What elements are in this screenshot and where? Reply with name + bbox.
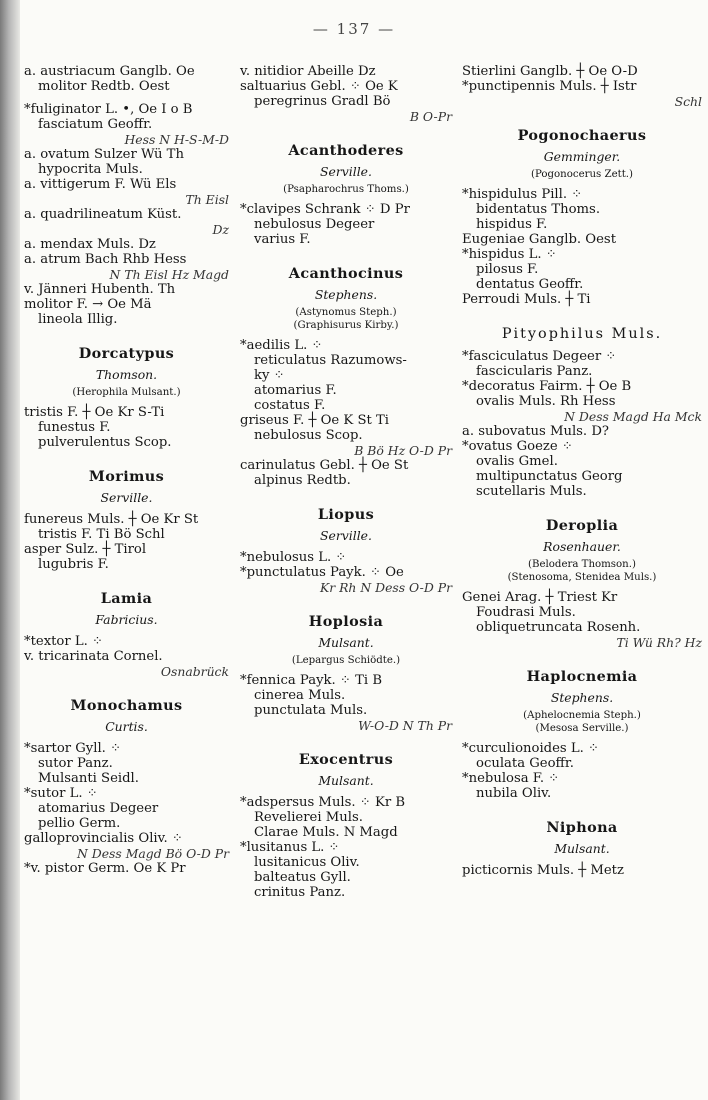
species-entry-line: Clarae Muls. N Magd <box>254 825 398 840</box>
species-entry-line: ovalis Muls. Rh Hess <box>476 394 616 409</box>
species-entry-line: carinulatus Gebl. ┼ Oe St <box>240 458 409 473</box>
species-entry-line: *sutor L. ⁘ <box>24 786 98 801</box>
species-entry-line: obliquetruncata Rosenh. <box>476 620 641 635</box>
species-entry-line: peregrinus Gradl Bö <box>254 94 391 109</box>
species-list <box>240 673 452 733</box>
genus-author: Thomson. <box>95 367 158 382</box>
genus-heading: Pityophilus Muls. <box>501 326 663 342</box>
species-entry-line: a. ovatum Sulzer Wü Th <box>24 147 184 162</box>
genus-heading: Hoplosia <box>308 613 384 630</box>
species-entry-line: fasciatum Geoffr. <box>38 117 153 132</box>
species-entry-line: lineola Illig. <box>38 312 118 327</box>
species-entry-line: ovalis Gmel. <box>476 454 558 469</box>
species-entry-line: asper Sulz. ┼ Tirol <box>24 542 147 557</box>
species-entry-line: a. vittigerum F. Wü Els <box>24 177 177 192</box>
genus-heading: Exocentrus <box>298 751 394 768</box>
page-number: — 137 — <box>312 20 396 38</box>
genus-heading: Deroplia <box>545 517 619 534</box>
species-entry-line: saltuarius Gebl. ⁘ Oe K <box>240 79 398 94</box>
species-list <box>24 64 229 327</box>
genus-synonym: (Pogonocerus Zett.) <box>530 169 634 180</box>
species-entry-line: balteatus Gyll. <box>254 870 351 885</box>
genus-author: Rosenhauer. <box>543 539 621 554</box>
species-entry-line: atomarius F. <box>254 383 337 398</box>
species-entry-line: lugubris F. <box>38 557 109 572</box>
species-entry-line: pellio Germ. <box>38 816 121 831</box>
genus-heading: Acanthocinus <box>288 265 404 282</box>
species-entry-line: *nebulosus L. ⁘ <box>240 550 347 565</box>
species-entry-line: cinerea Muls. <box>254 688 346 703</box>
genus-synonym: (Belodera Thomson.) <box>528 559 636 570</box>
species-entry-line: funereus Muls. ┼ Oe Kr St <box>24 512 199 527</box>
species-entry-line: *clavipes Schrank ⁘ D Pr <box>240 202 410 217</box>
species-entry-line: *nebulosa F. ⁘ <box>462 771 560 786</box>
genus-heading: Haplocnemia <box>526 668 638 685</box>
genus-author: Stephens. <box>550 690 614 705</box>
species-entry-line: Revelierei Muls. <box>254 810 363 825</box>
genus-author: Gemminger. <box>543 149 621 164</box>
species-entry-line: oculata Geoffr. <box>476 756 574 771</box>
species-entry-line: molitor F. → Oe Mä <box>24 297 152 312</box>
species-entry-line: a. atrum Bach Rhb Hess <box>24 252 187 267</box>
species-entry-line: Stierlini Ganglb. ┼ Oe O-D <box>462 64 638 79</box>
genus-author: Mulsant. <box>554 841 610 856</box>
species-list <box>240 795 452 900</box>
species-list <box>462 863 702 878</box>
species-list <box>24 741 229 876</box>
species-entry-line: atomarius Degeer <box>38 801 159 816</box>
species-entry-line: *punctulatus Payk. ⁘ Oe <box>240 565 404 580</box>
species-entry-line: hispidus F. <box>476 217 548 232</box>
species-list <box>240 202 452 247</box>
species-entry-line: costatus F. <box>254 398 326 413</box>
genus-author: Curtis. <box>105 719 148 734</box>
species-list <box>24 405 229 450</box>
column-2 <box>240 64 452 900</box>
genus-heading: Lamia <box>100 590 153 607</box>
species-entry-line: Dz <box>212 222 229 237</box>
species-entry-line: *punctipennis Muls. ┼ Istr <box>462 79 637 94</box>
species-entry-line: v. nitidior Abeille Dz <box>240 64 376 79</box>
genus-synonym: (Mesosa Serville.) <box>535 723 629 734</box>
species-entry-line: Kr Rh N Dess O-D Pr <box>319 580 452 595</box>
species-entry-line: lusitanicus Oliv. <box>254 855 360 870</box>
species-entry-line: varius F. <box>254 232 311 247</box>
genus-synonym: (Lepargus Schiödte.) <box>291 655 401 666</box>
spacer <box>24 94 229 102</box>
species-entry-line: *v. pistor Germ. Oe K Pr <box>24 861 186 876</box>
species-entry-line: *hispidulus Pill. ⁘ <box>462 187 583 202</box>
genus-synonym: (Astynomus Steph.) <box>295 307 397 318</box>
genus-author: Stephens. <box>314 287 378 302</box>
species-entry-line: molitor Redtb. Oest <box>38 79 170 94</box>
species-entry-line: multipunctatus Georg <box>476 469 623 484</box>
genus-synonym: (Graphisurus Kirby.) <box>293 320 399 331</box>
genus-synonym: (Psapharochrus Thoms.) <box>283 184 409 195</box>
species-list <box>24 512 229 572</box>
species-entry-line: *sartor Gyll. ⁘ <box>24 741 122 756</box>
genus-author: Serville. <box>320 528 372 543</box>
species-entry-line: nubila Oliv. <box>476 786 552 801</box>
genus-author: Fabricius. <box>95 612 158 627</box>
species-entry-line: *fuliginator L. •, Oe I o B <box>24 102 193 117</box>
species-entry-line: a. quadrilineatum Küst. <box>24 207 182 222</box>
genus-heading: Dorcatypus <box>78 345 175 362</box>
genus-author: Serville. <box>100 490 153 505</box>
species-entry-line: a. mendax Muls. Dz <box>24 237 156 252</box>
species-entry-line: B Bö Hz O-D Pr <box>354 443 452 458</box>
species-list <box>462 741 702 801</box>
genus-synonym: (Stenosoma, Stenidea Muls.) <box>507 572 657 583</box>
species-entry-line: *aedilis L. ⁘ <box>240 338 323 353</box>
species-list <box>240 64 452 124</box>
species-entry-line: v. Jänneri Hubenth. Th <box>24 282 176 297</box>
species-entry-line: *ovatus Goeze ⁘ <box>462 439 573 454</box>
species-entry-line: *curculionoides L. ⁘ <box>462 741 600 756</box>
species-entry-line: Genei Arag. ┼ Triest Kr <box>462 590 618 605</box>
species-entry-line: nebulosus Degeer <box>254 217 375 232</box>
species-entry-line: Foudrasi Muls. <box>476 605 576 620</box>
species-entry-line: picticornis Muls. ┼ Metz <box>462 863 624 878</box>
species-entry-line: funestus F. <box>38 420 111 435</box>
species-list <box>462 590 702 650</box>
genus-author: Mulsant. <box>318 635 374 650</box>
species-entry-line: a. subovatus Muls. D? <box>462 424 609 439</box>
genus-author: Serville. <box>320 164 372 179</box>
species-list <box>240 550 452 595</box>
species-entry-line: crinitus Panz. <box>254 885 346 900</box>
species-entry-line: N Th Eisl Hz Magd <box>109 267 229 282</box>
species-entry-line: ky ⁘ <box>254 368 285 383</box>
species-entry-line: tristis F. ┼ Oe Kr S-Ti <box>24 405 165 420</box>
genus-heading: Morimus <box>88 468 165 485</box>
species-entry-line: *lusitanus L. ⁘ <box>240 840 340 855</box>
genus-heading: Pogonochaerus <box>517 127 647 144</box>
genus-author: Mulsant. <box>318 773 374 788</box>
column-1 <box>24 64 229 876</box>
species-entry-line: fascicularis Panz. <box>476 364 593 379</box>
species-entry-line: Schl <box>674 94 702 109</box>
species-list <box>462 349 702 499</box>
species-entry-line: Eugeniae Ganglb. Oest <box>462 232 616 247</box>
species-entry-line: *textor L. ⁘ <box>24 634 104 649</box>
genus-heading: Monochamus <box>70 697 183 714</box>
species-entry-line: Th Eisl <box>185 192 229 207</box>
species-entry-line: *fasciculatus Degeer ⁘ <box>462 349 617 364</box>
species-entry-line: Hess N H-S-M-D <box>124 132 229 147</box>
species-list <box>462 187 702 307</box>
genus-heading: Liopus <box>317 506 375 523</box>
species-entry-line: tristis F. Ti Bö Schl <box>38 527 165 542</box>
genus-heading: Niphona <box>546 819 618 836</box>
species-entry-line: scutellaris Muls. <box>476 484 587 499</box>
species-entry-line: v. tricarinata Cornel. <box>24 649 163 664</box>
species-entry-line: pilosus F. <box>476 262 539 277</box>
species-entry-line: W-O-D N Th Pr <box>358 718 452 733</box>
species-entry-line: *fennica Payk. ⁘ Ti B <box>240 673 383 688</box>
genus-heading: Acanthoderes <box>288 142 404 159</box>
species-list <box>240 338 452 488</box>
species-list <box>24 634 229 679</box>
book-binding-edge <box>0 0 20 1100</box>
genus-synonym: (Herophila Mulsant.) <box>72 387 181 398</box>
species-entry-line: dentatus Geoffr. <box>476 277 584 292</box>
genus-synonym: (Aphelocnemia Steph.) <box>523 710 641 721</box>
species-entry-line: *adspersus Muls. ⁘ Kr B <box>240 795 406 810</box>
species-entry-line: punctulata Muls. <box>254 703 368 718</box>
species-entry-line: reticulatus Razumows- <box>254 353 407 368</box>
species-entry-line: Perroudi Muls. ┼ Ti <box>462 292 591 307</box>
species-entry-line: galloprovincialis Oliv. ⁘ <box>24 831 183 846</box>
species-entry-line: *decoratus Fairm. ┼ Oe B <box>462 379 632 394</box>
species-entry-line: hypocrita Muls. <box>38 162 143 177</box>
species-entry-line: N Dess Magd Bö O-D Pr <box>76 846 229 861</box>
species-entry-line: a. austriacum Ganglb. Oe <box>24 64 195 79</box>
species-entry-line: nebulosus Scop. <box>254 428 363 443</box>
species-entry-line: Osnabrück <box>160 664 229 679</box>
species-entry-line: Ti Wü Rh? Hz <box>616 635 702 650</box>
species-list <box>462 64 702 109</box>
species-entry-line: N Dess Magd Ha Mck <box>564 409 702 424</box>
species-entry-line: *hispidus L. ⁘ <box>462 247 557 262</box>
species-entry-line: bidentatus Thoms. <box>476 202 601 217</box>
column-3 <box>462 64 702 878</box>
species-entry-line: B O-Pr <box>409 109 452 124</box>
species-entry-line: pulverulentus Scop. <box>38 435 172 450</box>
species-entry-line: sutor Panz. <box>38 756 113 771</box>
species-entry-line: alpinus Redtb. <box>254 473 351 488</box>
species-entry-line: griseus F. ┼ Oe K St Ti <box>240 413 389 428</box>
species-entry-line: Mulsanti Seidl. <box>38 771 139 786</box>
